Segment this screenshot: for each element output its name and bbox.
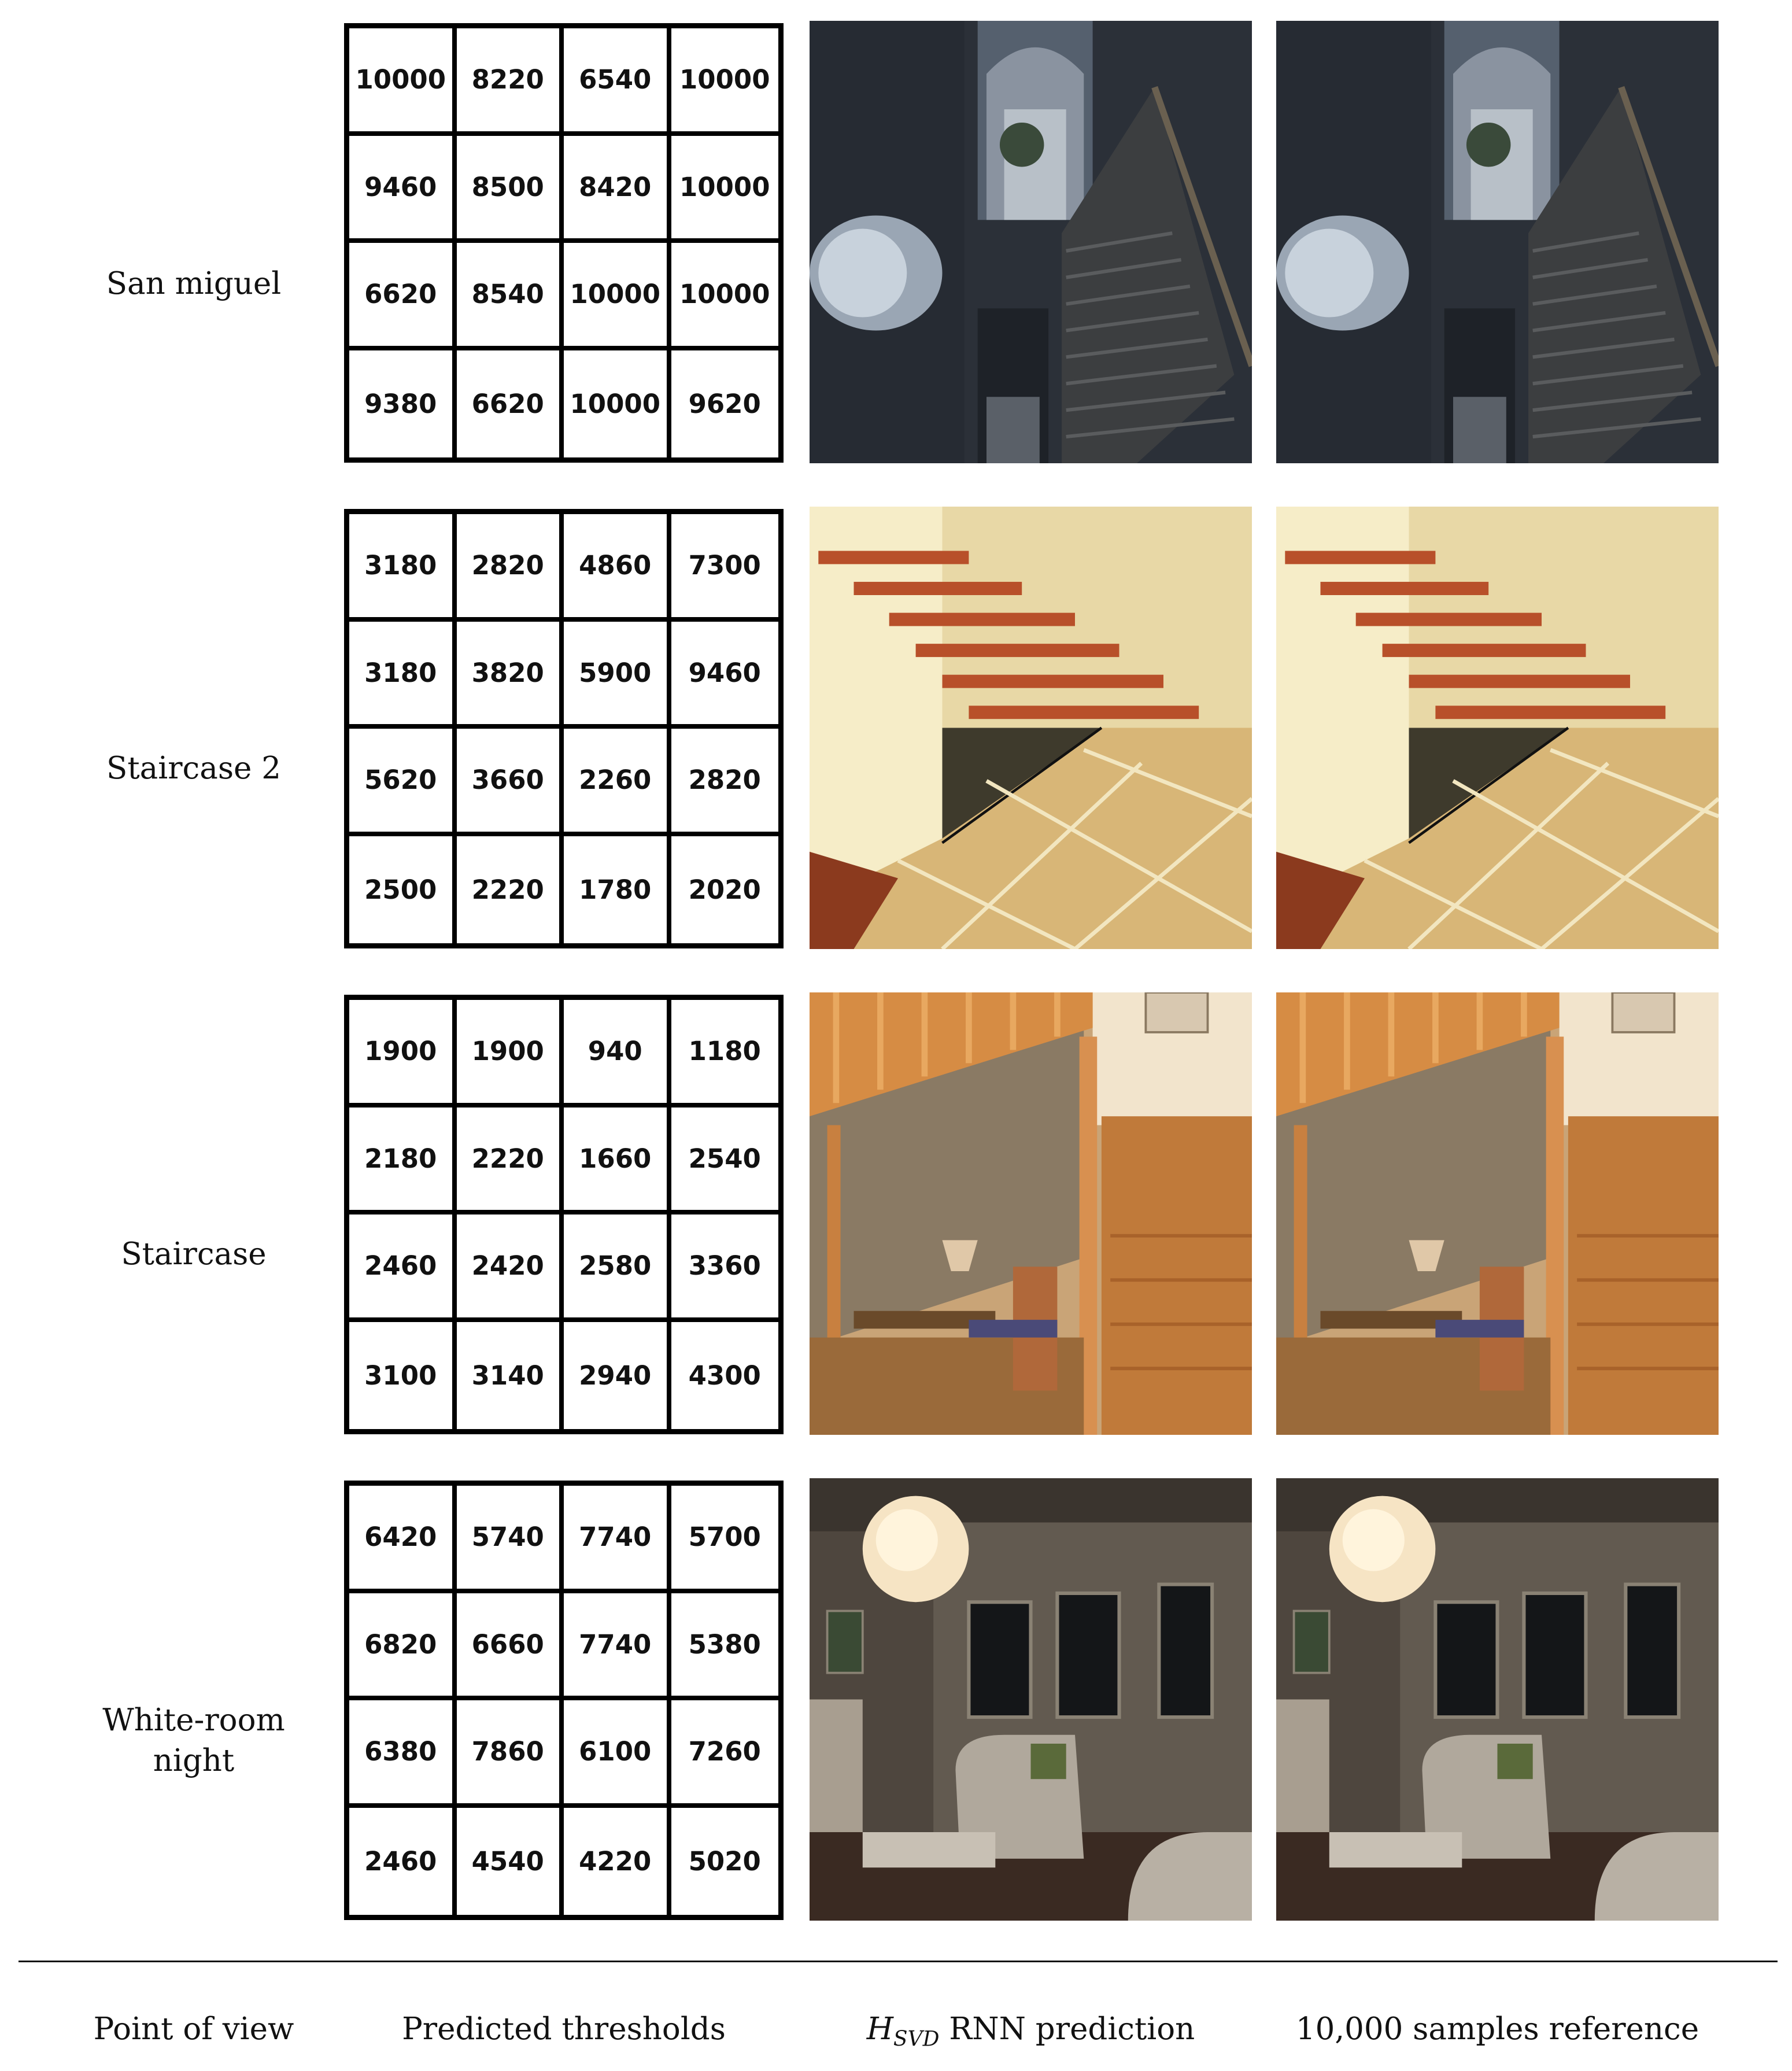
threshold-cell: 3140 — [457, 1322, 564, 1430]
threshold-cell: 3820 — [457, 622, 564, 729]
threshold-cell: 2460 — [349, 1808, 457, 1915]
threshold-cell: 10000 — [671, 28, 779, 136]
threshold-cell: 2220 — [457, 836, 564, 944]
threshold-cell: 3100 — [349, 1322, 457, 1430]
threshold-cell: 6620 — [457, 350, 564, 458]
threshold-cell: 940 — [564, 1000, 671, 1108]
threshold-cell: 1900 — [457, 1000, 564, 1108]
scene-label: Staircase 2 — [106, 751, 281, 786]
threshold-cell: 1180 — [671, 1000, 779, 1108]
threshold-cell: 2460 — [349, 1214, 457, 1322]
threshold-cell: 10000 — [349, 28, 457, 136]
threshold-cell: 7260 — [671, 1700, 779, 1808]
threshold-cell: 6660 — [457, 1593, 564, 1701]
threshold-cell: 5700 — [671, 1486, 779, 1593]
threshold-cell: 5020 — [688, 1845, 761, 1877]
threshold-cell: 6100 — [564, 1700, 671, 1808]
scene-row-san-miguel — [0, 21, 1792, 465]
threshold-cell: 4220 — [564, 1808, 671, 1915]
threshold-cell: 6540 — [564, 28, 671, 136]
scene-label: Staircase — [121, 1236, 267, 1272]
threshold-cell: 8500 — [457, 136, 564, 243]
rnn-prediction-image — [810, 21, 1252, 463]
threshold-cell: 2260 — [564, 729, 671, 836]
threshold-cell: 8420 — [564, 136, 671, 243]
threshold-cell: 3660 — [457, 729, 564, 836]
scene-row-white-room-night — [0, 1478, 1792, 1922]
column-caption-rnn-prediction — [810, 2011, 1252, 2051]
hsvd-subscript: SVD — [893, 2027, 940, 2051]
threshold-cell: 7740 — [564, 1486, 671, 1593]
reference-image — [1276, 21, 1719, 463]
scene-label-line: night — [153, 1743, 235, 1778]
threshold-cell: 6380 — [349, 1700, 457, 1808]
hsvd-symbol: H — [866, 2011, 893, 2047]
column-caption-reference: 10,000 samples reference — [1295, 2011, 1699, 2047]
threshold-cell: 5620 — [349, 729, 457, 836]
threshold-cell: 10000 — [564, 350, 671, 458]
threshold-grid — [344, 995, 784, 1434]
threshold-cell: 3180 — [349, 514, 457, 622]
threshold-cell: 1900 — [349, 1000, 457, 1108]
threshold-cell: 10000 — [671, 243, 779, 350]
threshold-cell: 2820 — [457, 514, 564, 622]
threshold-cell: 7860 — [457, 1700, 564, 1808]
scene-label-line: White-room — [102, 1703, 285, 1738]
threshold-cell: 9380 — [349, 350, 457, 458]
scene-row-staircase-2 — [0, 507, 1792, 951]
footer-divider — [19, 1961, 1778, 1962]
reference-image — [1276, 507, 1719, 949]
scene-row-staircase — [0, 992, 1792, 1437]
threshold-cell: 8220 — [457, 28, 564, 136]
threshold-cell: 5900 — [564, 622, 671, 729]
threshold-cell: 5740 — [457, 1486, 564, 1593]
threshold-cell: 2420 — [457, 1214, 564, 1322]
threshold-cell: 5380 — [671, 1593, 779, 1701]
threshold-cell: 3360 — [671, 1214, 779, 1322]
scene-label: San miguel — [106, 266, 282, 301]
threshold-cell: 2820 — [671, 729, 779, 836]
threshold-cell: 2580 — [564, 1214, 671, 1322]
scene-label — [58, 1700, 330, 1781]
threshold-cell: 9460 — [349, 136, 457, 243]
threshold-cell: 2180 — [349, 1108, 457, 1215]
threshold-cell: 7300 — [671, 514, 779, 622]
threshold-cell: 2540 — [671, 1108, 779, 1215]
threshold-cell: 6420 — [349, 1486, 457, 1593]
threshold-cell: 6820 — [349, 1593, 457, 1701]
rnn-prediction-image — [810, 992, 1252, 1435]
threshold-cell: 1780 — [564, 836, 671, 944]
rnn-prediction-text: RNN prediction — [939, 2011, 1195, 2047]
threshold-cell: 4300 — [688, 1360, 761, 1391]
threshold-cell: 2220 — [457, 1108, 564, 1215]
threshold-cell: 2500 — [349, 836, 457, 944]
threshold-grid — [344, 23, 784, 463]
threshold-cell: 4860 — [564, 514, 671, 622]
rnn-prediction-image — [810, 1478, 1252, 1921]
threshold-cell: 6620 — [349, 243, 457, 350]
threshold-cell: 1660 — [564, 1108, 671, 1215]
reference-image — [1276, 1478, 1719, 1921]
threshold-grid — [344, 1481, 784, 1920]
column-caption-predicted-thresholds: Predicted thresholds — [402, 2011, 726, 2047]
threshold-grid — [344, 509, 784, 948]
threshold-cell: 10000 — [564, 243, 671, 350]
threshold-cell: 8540 — [457, 243, 564, 350]
threshold-cell: 2940 — [564, 1322, 671, 1430]
threshold-cell: 7740 — [564, 1593, 671, 1701]
threshold-cell: 10000 — [671, 136, 779, 243]
threshold-cell: 9620 — [688, 388, 761, 419]
threshold-cell: 4540 — [457, 1808, 564, 1915]
rnn-prediction-image — [810, 507, 1252, 949]
reference-image — [1276, 992, 1719, 1435]
threshold-cell: 3180 — [349, 622, 457, 729]
threshold-cell: 2020 — [688, 874, 761, 905]
column-caption-point-of-view: Point of view — [93, 2011, 294, 2047]
threshold-cell: 9460 — [671, 622, 779, 729]
